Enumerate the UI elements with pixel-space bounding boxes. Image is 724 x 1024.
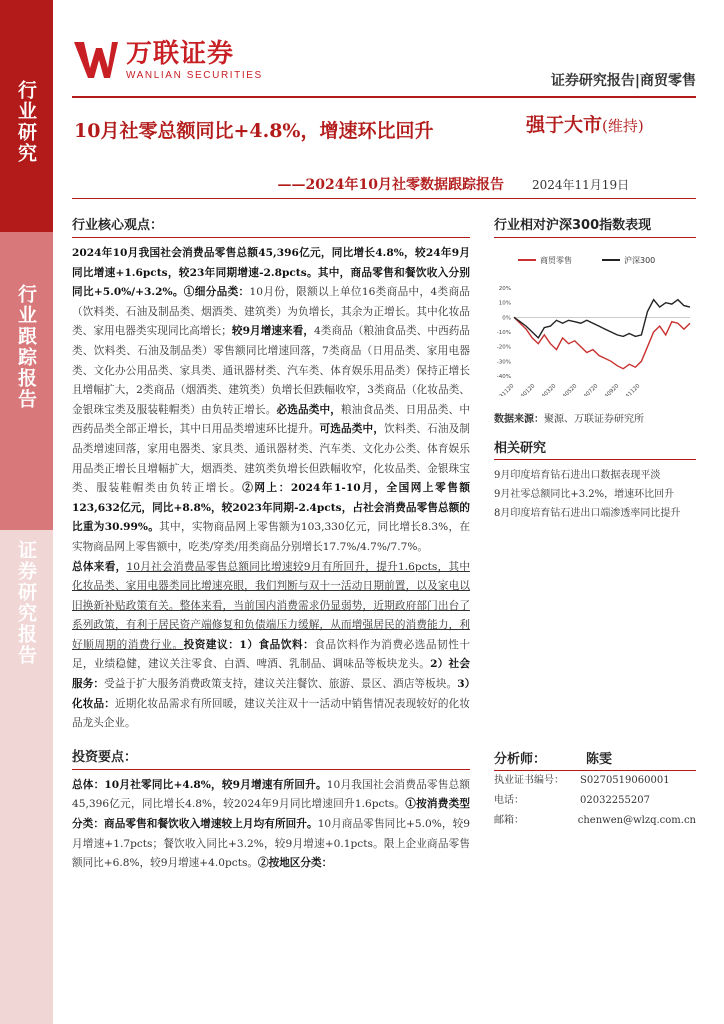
header-divider: [72, 96, 696, 98]
row-key: 邮箱：: [494, 815, 524, 826]
text-run: 2）社会服务：: [72, 658, 471, 691]
text-run: 4类商品（粮油食品类、中西药品类、饮料类、石油及制品类）零售额同比增速回落，7类商品（日用品类、家用电器类、文化办公用品类、家具类、通讯器材类、汽车类、体育娱乐用品类）保持正增长且增幅扩大，2类商品（烟酒类、建筑类）负增长但跌幅收窄，3类商品（化妆品类、金银珠宝类及服装鞋帽类）由负转正增长。: [72, 325, 470, 416]
legend-label: 商贸零售: [540, 256, 572, 265]
right-column: [494, 214, 696, 523]
text-run: 其中，实物商品网上零售额为103,330亿元，同比增长8.3%，在实物商品网上零售额中，吃类/穿类/用类商品分别增长17.7%/4.7%/7.7%。: [72, 521, 470, 553]
related-research-list: [494, 466, 696, 523]
industry-rating: [526, 110, 644, 137]
text-run: 近期化妆品需求有所回暖，建议关注双十一活动中销售情况表现较好的化妆品龙头企业。: [72, 697, 470, 730]
x-tick-label: 240720: [580, 383, 600, 396]
x-tick-label: 240920: [601, 383, 621, 396]
sidebar-tab-industry-research: [0, 0, 53, 232]
rating-note: (维持): [602, 117, 644, 135]
text-run: 受益于扩大服务消费政策支持，建议关注餐饮、旅游、景区、酒店等板块。: [104, 678, 458, 691]
data-source-label: 数据来源：: [494, 414, 544, 425]
x-tick-label: 240520: [559, 383, 579, 396]
analyst-name: 陈雯: [585, 752, 612, 767]
legend-label: 沪深300: [624, 256, 656, 265]
report-title: 10月社零总额同比+4.8%，增速环比回升: [74, 120, 434, 142]
analyst-phone-row: [494, 791, 696, 811]
chart-heading: 行业相对沪深300指数表现: [494, 214, 696, 238]
investment-paragraph-1: [72, 776, 470, 874]
text-run: 10月我国社会消费品零售总额45,396亿元，同比增长4.8%，较2024年9月同比增速回升1.6pcts。: [72, 778, 470, 811]
y-tick-label: -20%: [496, 344, 511, 351]
related-research-item[interactable]: 9月社零总额同比+3.2%，增速环比回升: [494, 489, 675, 500]
report-subtitle: ——2024年10月社零数据跟踪报告: [277, 177, 504, 193]
related-research-item[interactable]: 9月印度培育钻石进出口数据表现平淡: [494, 470, 661, 481]
text-run: 饮料类、石油及制品类增速回落，家用电器类、家具类、通讯器材类、汽车类、文化办公类、体育娱乐用品类正增长且增幅扩大，烟酒类、建筑类负增长但跌幅收窄，化妆品类、金银珠宝类、服装鞋帽类由负转正增长。: [72, 423, 471, 495]
report-category: 证券研究报告|商贸零售: [550, 73, 696, 89]
text-run: 10月份，限额以上单位16类商品中，4类商品（饮料类、石油及制品类、烟酒类、建筑类）为负增长，其余为正增长。其中化妆品类、家用电器类实现同比高增长；: [72, 286, 470, 338]
row-value: S0270519060001: [580, 775, 670, 786]
company-logo: [72, 38, 263, 82]
text-run: ②网上：2024年1-10月，全国网上零售额123,632亿元，同比+8.8%，较2023年同期-2.4pcts，占社会消费品零售总额的比重为30.99%。: [72, 482, 470, 534]
sidebar-tab-securities-report: [0, 530, 53, 1024]
data-source: [494, 410, 696, 425]
text-run: 2024年10月我国社会消费品零售总额45,396亿元，同比增长4.8%，较24年9月同比增速+1.6pcts，较23年同期增速-2.8pcts。其中，商品零售和餐饮收入分别同比+5.0%/+3.2%。①细分品类：: [72, 247, 470, 299]
y-tick-label: -30%: [496, 359, 511, 366]
rating-value: 强于大市: [526, 114, 603, 136]
text-run: 可选品类中，: [319, 423, 385, 436]
core-view-paragraph-2: [72, 558, 470, 734]
row-key: 电话：: [494, 795, 524, 806]
sidebar-tab-tracking-report: [0, 232, 53, 530]
subtitle-divider: [72, 198, 696, 199]
analyst-license-row: [494, 771, 696, 791]
row-value[interactable]: chenwen@wlzq.com.cn: [577, 815, 696, 826]
investment-heading: 投资要点：: [72, 746, 470, 770]
x-tick-label: 240120: [517, 383, 537, 396]
text-run: 3）化妆品：: [72, 678, 471, 710]
analyst-label: 分析师：: [494, 752, 547, 767]
text-run: 10月商品零售同比+5.0%，较9月增速+1.7pcts；餐饮收入同比+3.2%，较9月增速+0.1pcts。限上企业商品零售额同比+6.8%，较9月增速+4.0pcts。: [72, 818, 471, 870]
core-view-paragraph-1: [72, 244, 470, 558]
related-research-item[interactable]: 8月印度培育钻石进出口端渗透率同比提升: [494, 508, 681, 519]
y-tick-label: 10%: [498, 300, 511, 307]
text-run: 必选品类中，: [276, 403, 342, 416]
text-run: 总体：10月社零同比+4.8%，较9月增速有所回升。: [72, 778, 327, 791]
report-date: 2024年11月19日: [532, 178, 630, 192]
y-tick-label: 20%: [498, 286, 511, 292]
main-content: [72, 214, 470, 874]
core-view-heading: 行业核心观点：: [72, 214, 470, 238]
y-tick-label: -10%: [496, 330, 511, 336]
y-tick-label: -40%: [496, 374, 511, 380]
x-tick-label: 240320: [538, 383, 558, 396]
x-tick-label: 231120: [496, 383, 516, 396]
logo-name-cn: 万联证券: [126, 38, 235, 69]
text-run: 粮油食品类、日用品类、中西药品类全部正增长，其中日用品类增速环比提升。: [72, 403, 471, 436]
text-run: ①按消费类型分类：商品零售和餐饮收入增速较上月均有所回升。: [72, 798, 471, 831]
row-key: 执业证书编号：: [494, 775, 564, 786]
x-tick-label: 241120: [622, 383, 642, 396]
wanlian-logo-icon: [72, 38, 120, 82]
text-run: ②按地区分类：: [258, 857, 333, 870]
text-run: 食品饮料作为消费必选品韧性十足，业绩稳健，建议关注零食、白酒、啤酒、乳制品、调味品等板块龙头。: [72, 638, 471, 671]
analyst-email-row: [494, 811, 696, 831]
text-run: 总体来看，: [72, 560, 127, 573]
series-line-0: [514, 317, 690, 368]
relative-performance-chart: [494, 246, 696, 396]
row-value: 02032255207: [580, 795, 650, 806]
analyst-info: [494, 748, 696, 831]
sidebar-label: 证券研究报告: [15, 540, 37, 666]
text-run: 10月社会消费品零售总额同比增速较9月有所回升，提升1.6pcts，其中化妆品类、家用电器类同比增速亮眼，我们判断与双十一活动日期前置，以及家电以旧换新补贴政策有关。整体来看，当前国内消费需求仍显弱势，近期政府部门出台了系列政策，有利于居民资产端修复和负债端压力缓解，从而增强居民的消费能力，利好顺周期的消费行业。: [72, 560, 470, 651]
sidebar-label: 行业跟踪报告: [15, 284, 37, 410]
y-tick-label: 0%: [502, 315, 511, 322]
sidebar-label: 行业研究: [15, 80, 37, 164]
left-sidebar: [0, 0, 53, 1024]
logo-name-en: WANLIAN SECURITIES: [126, 69, 263, 81]
text-run: 投资建议：1）食品饮料：: [183, 638, 315, 651]
related-research-heading: 相关研究: [494, 437, 696, 460]
text-run: 较9月增速来看，: [231, 325, 314, 338]
data-source-value: 聚源、万联证券研究所: [544, 414, 644, 425]
